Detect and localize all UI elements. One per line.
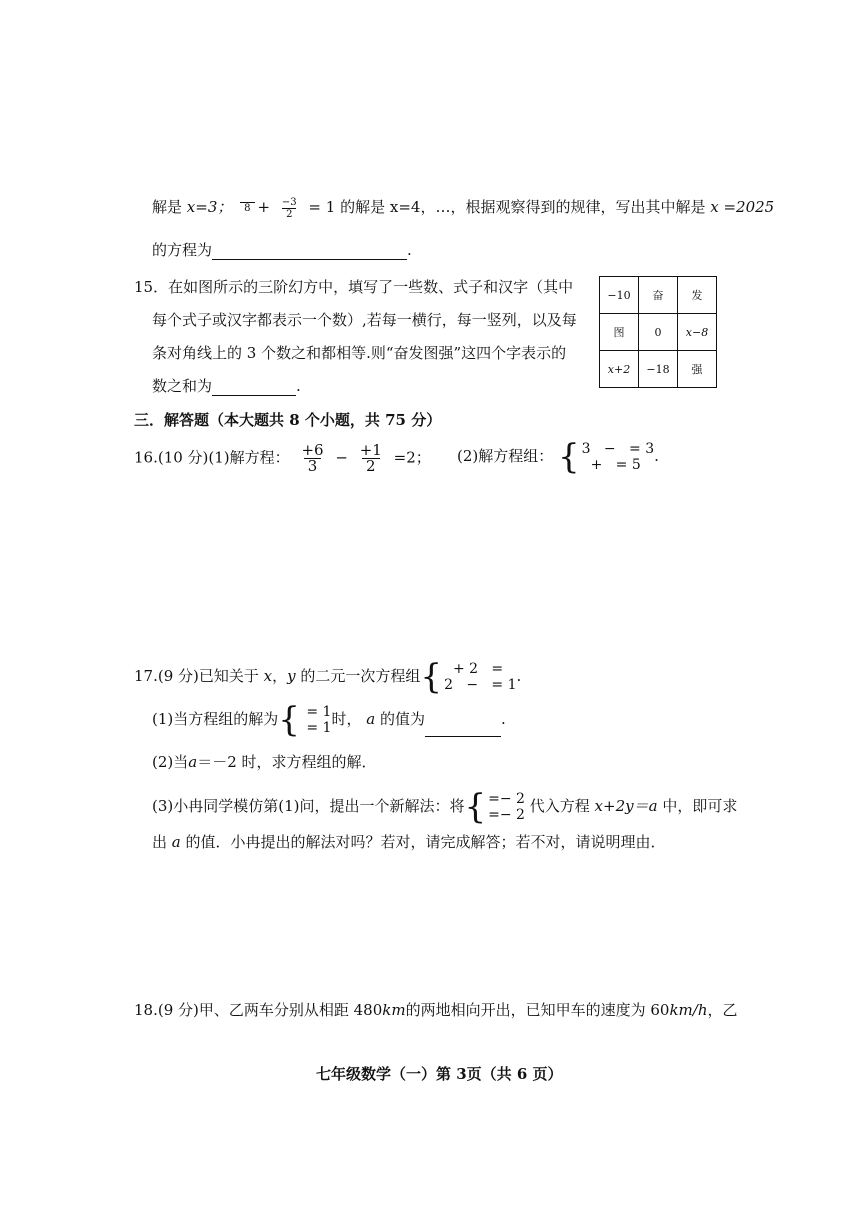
q16: 16.(10 分)(1)解方程： $\frac{+6}{3}$ − $\frac{+1}{2}$ =2； bbox=[134, 441, 431, 475]
cell: x+2 bbox=[600, 351, 639, 388]
cell: 0 bbox=[639, 314, 678, 351]
q17: 17.(9 分)已知关于 x，y 的二元一次方程组 { + 2 = 2 − = 1 . bbox=[134, 657, 522, 697]
q15-line4: 数之和为 . bbox=[152, 377, 301, 395]
brace-icon: { bbox=[278, 700, 300, 740]
q16-part2: (2)解方程组： { 3 − = 3 + = 5 . bbox=[457, 437, 659, 477]
q18: 18.(9 分)甲、乙两车分别从相距 480km的两地相向开出，已知甲车的速度为 60km/h，乙 bbox=[134, 1001, 738, 1019]
cell: −10 bbox=[600, 277, 639, 314]
section-heading: 三．解答题（本大题共 8 个小题，共 75 分） bbox=[134, 411, 442, 429]
q15-line2: 每个式子或汉字都表示一个数）,若每一横行，每一竖列，以及每 bbox=[152, 311, 577, 329]
answer-blank bbox=[425, 722, 501, 737]
equation-system: { = 1 = 1 bbox=[278, 700, 332, 740]
cell: 图 bbox=[600, 314, 639, 351]
q15-line3: 条对角线上的 3 个数之和都相等.则“奋发图强”这四个字表示的 bbox=[152, 344, 567, 362]
brace-icon: { bbox=[420, 657, 443, 697]
brace-icon: { bbox=[558, 437, 580, 477]
q17-part1: (1)当方程组的解为 { = 1 = 1 时， a 的值为 . bbox=[152, 700, 506, 740]
fraction: $\frac{+6}{3}$ bbox=[301, 441, 324, 475]
answer-blank bbox=[212, 381, 296, 396]
answer-line-14: 的方程为 . bbox=[152, 241, 412, 259]
fraction: $\frac{+1}{2}$ bbox=[359, 441, 382, 475]
q15-line1: 15．在如图所示的三阶幻方中，填写了一些数、式子和汉字（其中 bbox=[134, 278, 574, 296]
cell: −18 bbox=[639, 351, 678, 388]
brace-icon: { bbox=[464, 787, 487, 827]
cell: 奋 bbox=[639, 277, 678, 314]
equation-system: { + 2 = 2 − = 1 bbox=[420, 657, 517, 697]
cell: x−8 bbox=[678, 314, 717, 351]
answer-blank bbox=[212, 245, 407, 260]
page-footer: 七年级数学（一）第 3页（共 6 页） bbox=[316, 1065, 563, 1083]
magic-square bbox=[599, 276, 717, 388]
fraction: $\frac{-3}{2}$ bbox=[281, 196, 297, 220]
fraction: 8 bbox=[240, 202, 254, 214]
top-line: 解是 x=3； 8 + $\frac{-3}{2}$ = 1 的解是 x=4，…，根据观察得到的规律，写出其中解是 x =2025 bbox=[152, 196, 775, 220]
q17-part3: (3)小冉同学模仿第(1)问，提出一个新解法：将 { =− 2 =− 2 代入方程 x+2y＝a 中，即可求 bbox=[152, 787, 738, 827]
equation-system: { 3 − = 3 + = 5 bbox=[558, 437, 655, 477]
q17-part2: (2)当a＝－2 时，求方程组的解． bbox=[152, 753, 377, 771]
cell: 发 bbox=[678, 277, 717, 314]
q17-part3-cont: 出 a 的值．小冉提出的解法对吗？若对，请完成解答；若不对，请说明理由． bbox=[152, 833, 666, 851]
equation-system: { =− 2 =− 2 bbox=[464, 787, 525, 827]
cell: 强 bbox=[678, 351, 717, 388]
